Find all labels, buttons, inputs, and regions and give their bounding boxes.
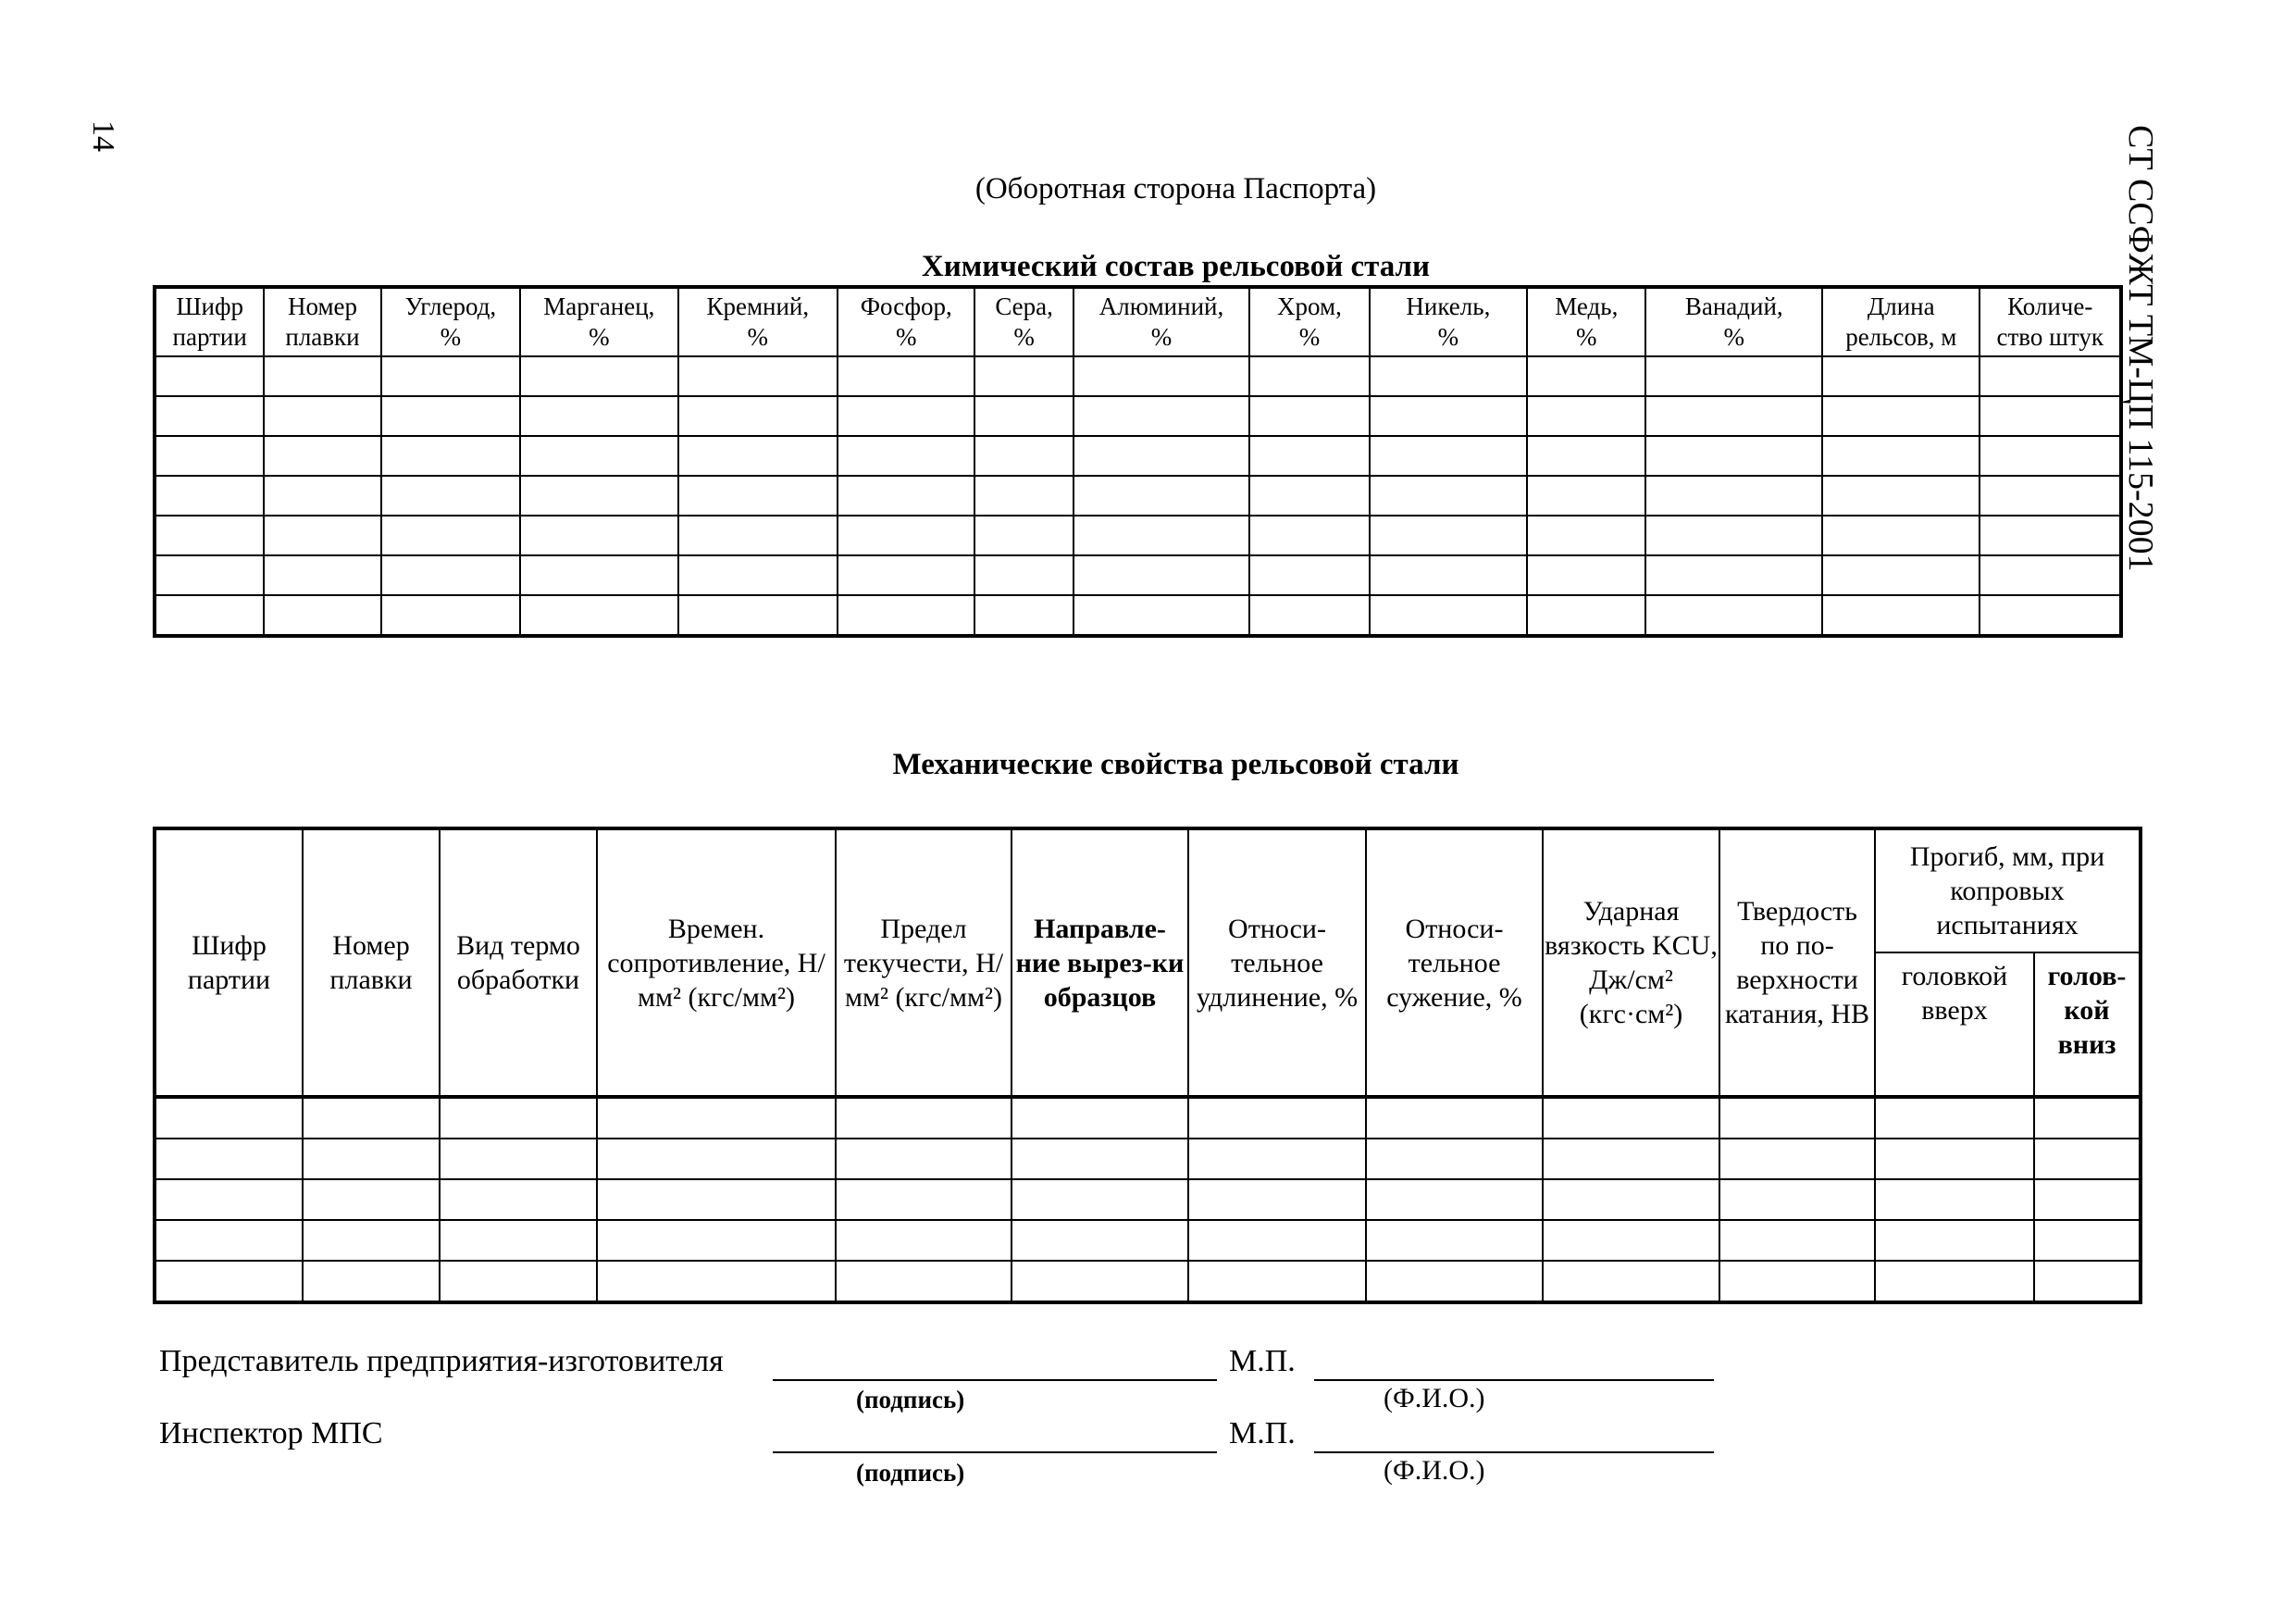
- chem-header-cell: Шифр партии: [155, 287, 264, 356]
- mech-header-cell: Твердость по по-верхности катания, НВ: [1719, 828, 1875, 1097]
- table-row: [155, 595, 2121, 636]
- mech-header-cell: Номер плавки: [303, 828, 440, 1097]
- mech-header-cell: Шифр партии: [155, 828, 303, 1097]
- chemical-header-row: [155, 287, 2121, 356]
- table-row: [155, 1097, 2141, 1139]
- manufacturer-name-line[interactable]: [1314, 1379, 1714, 1381]
- chem-header-cell: Количе- ство штук: [1980, 287, 2121, 356]
- name-caption: (Ф.И.О.): [1384, 1455, 1485, 1486]
- table-row: [155, 436, 2121, 476]
- chem-header-cell: Никель, %: [1370, 287, 1527, 356]
- chem-header-cell: Хром, %: [1249, 287, 1369, 356]
- mech-header-cell: Ударная вязкость KCU, Дж/см² (кгс·см²): [1543, 828, 1719, 1097]
- mp-stamp-label: М.П.: [1229, 1416, 1296, 1450]
- chemical-composition-table: [153, 285, 2123, 638]
- mech-group-header: Прогиб, мм, при копровых испытаниях: [1875, 828, 2141, 952]
- chem-header-cell: Сера, %: [974, 287, 1073, 356]
- table-row: [155, 1261, 2141, 1302]
- inspector-signature-line[interactable]: [773, 1451, 1217, 1453]
- mech-header-cell: Времен. сопротивление, Н/мм² (кгс/мм²): [597, 828, 836, 1097]
- table-row: [155, 1139, 2141, 1179]
- table-row: [155, 555, 2121, 595]
- table-row: [155, 1220, 2141, 1261]
- chem-header-cell: Марганец, %: [520, 287, 677, 356]
- table-row: [155, 516, 2121, 555]
- chem-header-cell: Номер плавки: [264, 287, 380, 356]
- chem-header-cell: Длина рельсов, м: [1822, 287, 1980, 356]
- name-caption: (Ф.И.О.): [1384, 1383, 1485, 1413]
- chem-header-cell: Медь, %: [1527, 287, 1645, 356]
- mp-stamp-label: М.П.: [1229, 1344, 1296, 1378]
- signature-caption: (подпись): [856, 1459, 965, 1487]
- table-row: [155, 1179, 2141, 1220]
- mechanical-table-title: Механические свойства рельсовой стали: [892, 748, 1459, 781]
- page-subtitle: (Оборотная сторона Паспорта): [974, 172, 1377, 205]
- manufacturer-rep-label: Представитель предприятия-изготовителя: [159, 1344, 724, 1378]
- chem-header-cell: Кремний, %: [678, 287, 838, 356]
- chem-header-cell: Углерод, %: [381, 287, 520, 356]
- mech-header-cell: Вид термо обработки: [440, 828, 597, 1097]
- chem-header-cell: Фосфор, %: [838, 287, 974, 356]
- mechanical-header-row: [155, 828, 2141, 952]
- mech-header-cell: Направле-ние вырез-ки образцов: [1011, 828, 1188, 1097]
- mech-header-cell: Относи-тельное сужение, %: [1366, 828, 1543, 1097]
- table-row: [155, 476, 2121, 516]
- chem-header-cell: Алюминий, %: [1074, 287, 1250, 356]
- mech-header-cell: Относи-тельное удлинение, %: [1188, 828, 1366, 1097]
- mech-header-cell: Предел текучести, Н/мм² (кгс/мм²): [836, 828, 1011, 1097]
- table-row: [155, 356, 2121, 396]
- mech-subheader-cell: головкой вверх: [1875, 952, 2034, 1097]
- document-code: СТ ССФЖТ ТМ-ЦП 115-2001: [2121, 125, 2160, 572]
- inspector-name-line[interactable]: [1314, 1451, 1714, 1453]
- signature-caption: (подпись): [856, 1386, 965, 1413]
- inspector-label: Инспектор МПС: [159, 1416, 383, 1450]
- chem-header-cell: Ванадий, %: [1645, 287, 1822, 356]
- mech-subheader-cell: голов-кой вниз: [2034, 952, 2141, 1097]
- table-row: [155, 396, 2121, 436]
- page-number: 14: [86, 120, 120, 152]
- manufacturer-signature-line[interactable]: [773, 1379, 1217, 1381]
- chemical-table-title: Химический состав рельсовой стали: [921, 250, 1431, 283]
- mechanical-properties-table: [153, 827, 2142, 1304]
